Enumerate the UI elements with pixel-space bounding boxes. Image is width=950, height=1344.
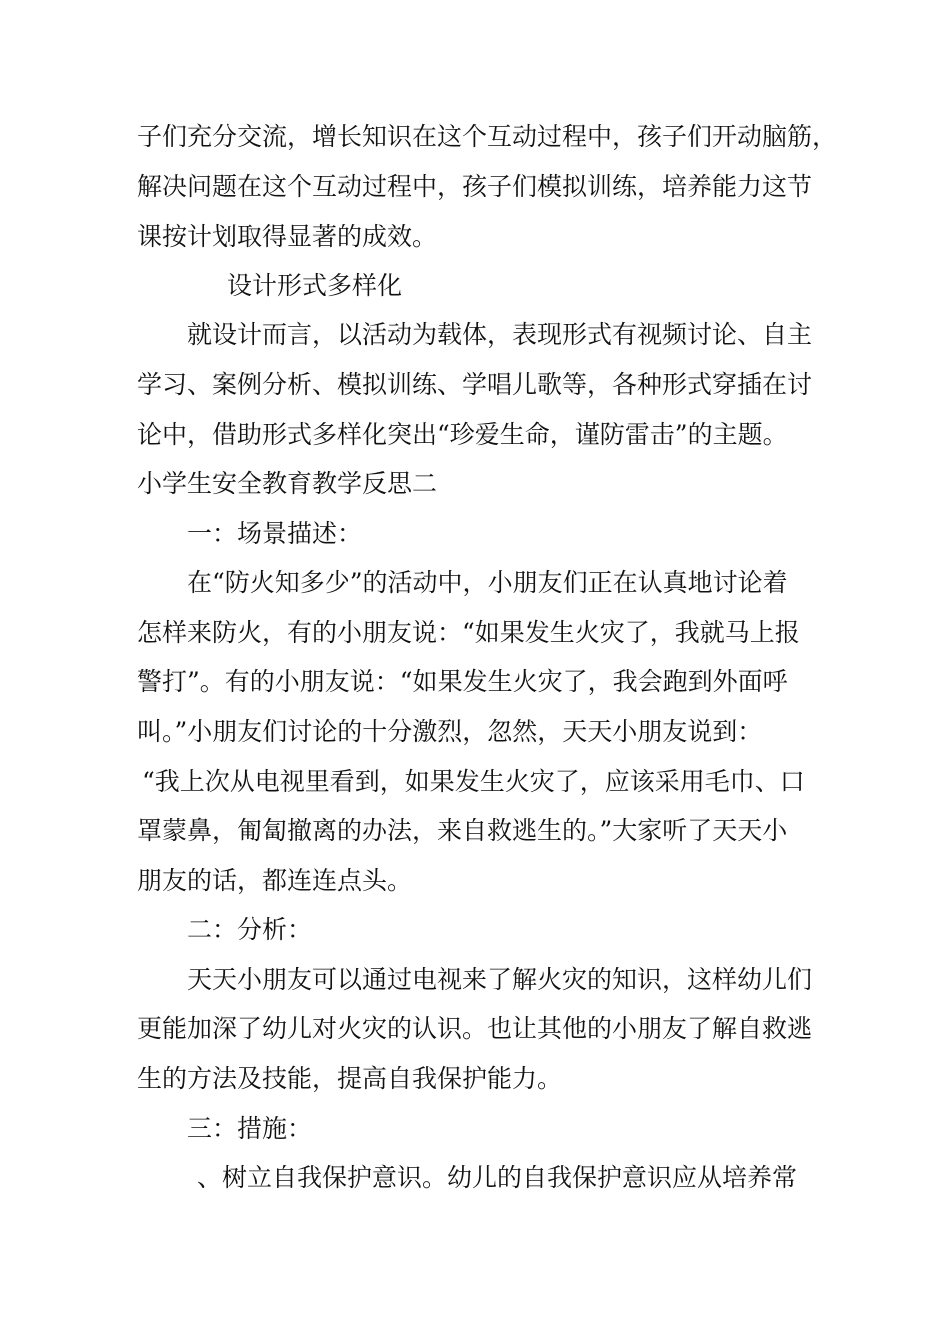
text-line-6: 学习、案例分析、模拟训练、学唱儿歌等，各种形式穿插在讨 (137, 370, 813, 399)
text-line-7: 论中，借助形式多样化突出“珍爱生命，谨防雷击”的主题。 (137, 420, 788, 449)
subheading-scene-description: 一：场景描述： (187, 519, 363, 548)
text-line-19: 更能加深了幼儿对火灾的认识。也让其他的小朋友了解自救逃 (137, 1014, 813, 1043)
subheading-analysis: 二：分析： (187, 915, 313, 944)
text-line-1: 子们充分交流，增长知识在这个互动过程中，孩子们开动脑筋， (137, 122, 838, 151)
text-line-16: 朋友的话，都连连点头。 (137, 866, 413, 895)
text-line-5: 就设计而言，以活动为载体，表现形式有视频讨论、自主 (187, 320, 813, 349)
subheading-measures: 三：措施： (187, 1114, 313, 1143)
text-line-12: 警打”。有的小朋友说：“如果发生火灾了，我会跑到外面呼 (137, 667, 788, 696)
text-line-13: 叫。”小朋友们讨论的十分激烈，忽然，天天小朋友说到： (137, 717, 763, 746)
text-line-3: 课按计划取得显著的成效。 (137, 222, 438, 251)
text-line-2: 解决问题在这个互动过程中，孩子们模拟训练，培养能力这节 (137, 172, 813, 201)
section-title-reflection-two: 小学生安全教育教学反思二 (137, 469, 438, 498)
text-line-22: 、树立自我保护意识。幼儿的自我保护意识应从培养常 (197, 1163, 798, 1192)
section-heading-design-forms: 设计形式多样化 (227, 271, 403, 300)
text-line-20: 生的方法及技能，提高自我保护能力。 (137, 1064, 563, 1093)
text-line-14: “我上次从电视里看到，如果发生火灾了，应该采用毛巾、口 (142, 767, 805, 796)
text-line-10: 在“防火知多少”的活动中，小朋友们正在认真地讨论着 (187, 568, 788, 597)
text-line-18: 天天小朋友可以通过电视来了解火灾的知识，这样幼儿们 (187, 965, 813, 994)
text-line-15: 罩蒙鼻，匍匐撤离的办法，来自救逃生的。”大家听了天天小 (137, 816, 788, 845)
text-line-11: 怎样来防火，有的小朋友说：“如果发生火灾了，我就马上报 (137, 618, 800, 647)
